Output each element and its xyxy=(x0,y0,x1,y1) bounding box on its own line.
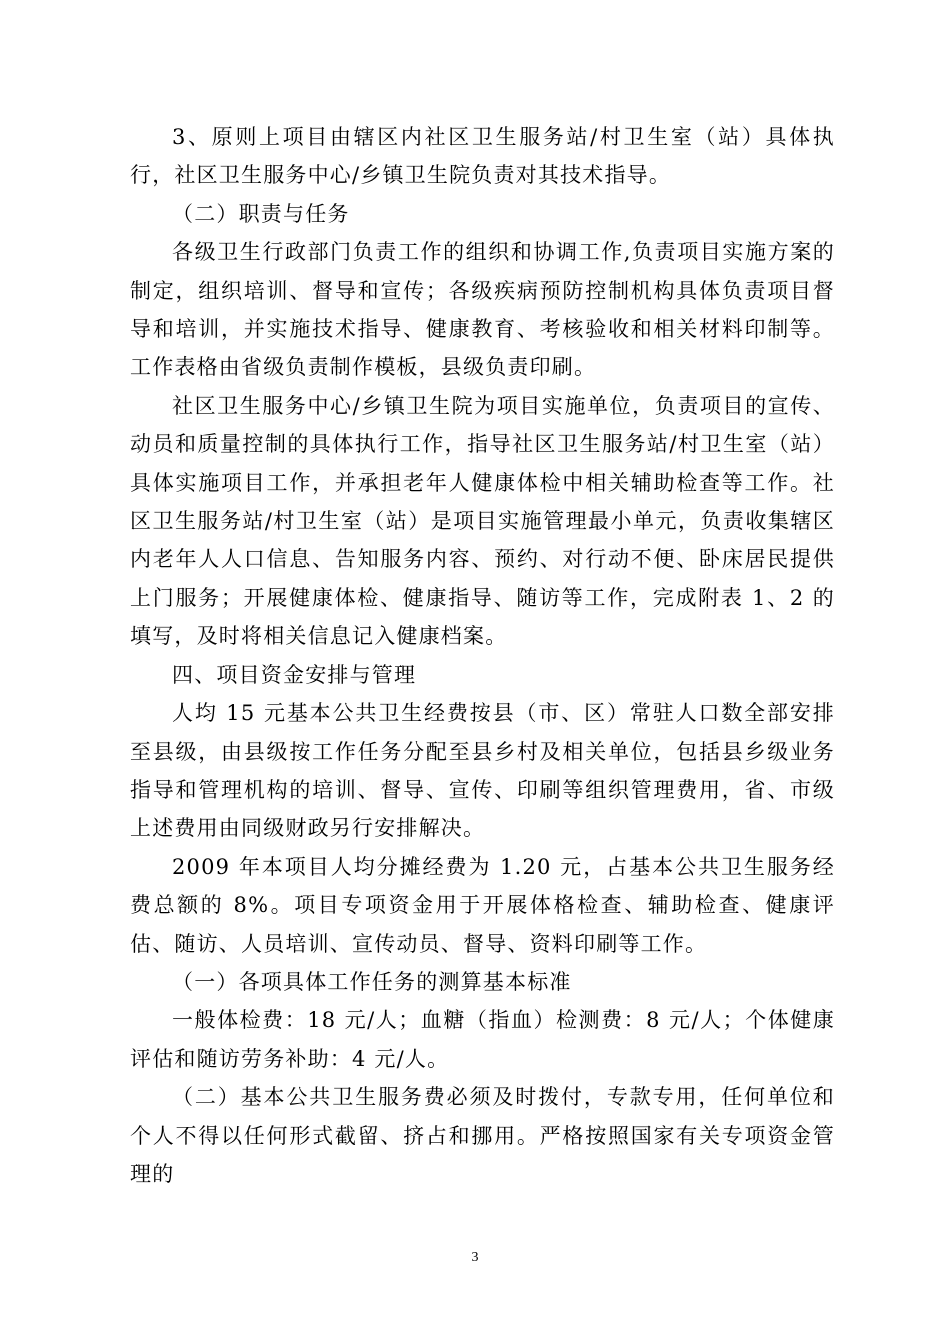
section-heading-cost-standards: （一）各项具体工作任务的测算基本标准 xyxy=(172,969,572,994)
paragraph-cost-standards: 一般体检费：18 元/人；血糖（指血）检测费：8 元/人；个体健康评估和随访劳务补助：4 元/人。 xyxy=(130,1008,835,1071)
paragraph-fund-disbursement: （二）基本公共卫生服务费必须及时拨付，专款专用，任何单位和个人不得以任何形式截留、挤占和挪用。严格按照国家有关专项资金管理的 xyxy=(130,1085,835,1186)
paragraph-2009-funding: 2009 年本项目人均分摊经费为 1.20 元，占基本公共卫生服务经费总额的 8%。项目专项资金用于开展体格检查、辅助检查、健康评估、随访、人员培训、宣传动员、督导、资料印刷等工作。 xyxy=(130,854,835,956)
paragraph-community-center-duties: 社区卫生服务中心/乡镇卫生院为项目实施单位，负责项目的宣传、动员和质量控制的具体执行工作，指导社区卫生服务站/村卫生室（站）具体实施项目工作，并承担老年人健康体检中相关辅助检查等工作。社区卫生服务站/村卫生室（站）是项目实施管理最小单元，负责收集辖区内老年人人口信息、告知服务内容、预约、对行动不便、卧床居民提供上门服务；开展健康体检、健康指导、随访等工作，完成附表 1、2 的填写，及时将相关信息记入健康档案。 xyxy=(130,393,835,649)
page-number: 3 xyxy=(471,1250,479,1265)
paragraph-health-admin-duties: 各级卫生行政部门负责工作的组织和协调工作,负责项目实施方案的制定，组织培训、督导和宣传；各级疾病预防控制机构具体负责项目督导和培训，并实施技术指导、健康教育、考核验收和相关材料印制等。工作表格由省级负责制作模板，县级负责印刷。 xyxy=(130,240,835,380)
section-heading-duties: （二）职责与任务 xyxy=(172,201,350,226)
paragraph-implementation-note: 3、原则上项目由辖区内社区卫生服务站/村卫生室（站）具体执行，社区卫生服务中心/乡镇卫生院负责对其技术指导。 xyxy=(130,125,835,188)
paragraph-funding-allocation: 人均 15 元基本公共卫生经费按县（市、区）常驻人口数全部安排至县级，由县级按工作任务分配至县乡村及相关单位，包括县乡级业务指导和管理机构的培训、督导、宣传、印刷等组织管理费用，省、市级上述费用由同级财政另行安排解决。 xyxy=(130,701,835,841)
document-body xyxy=(130,118,835,1193)
section-heading-funding: 四、项目资金安排与管理 xyxy=(172,662,417,687)
